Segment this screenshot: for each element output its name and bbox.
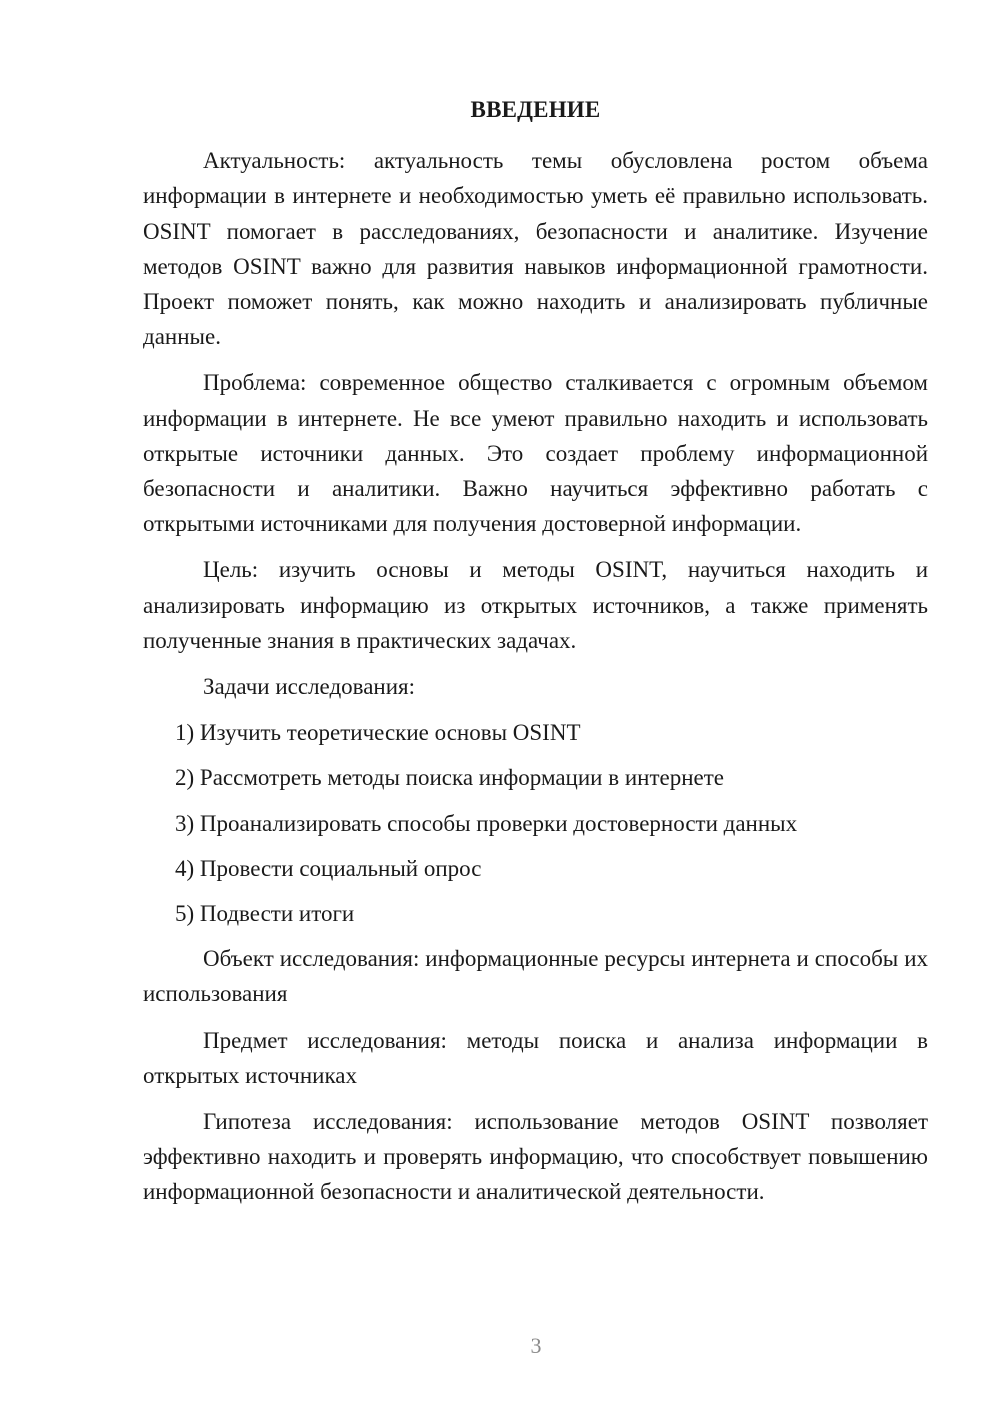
task-item: 1) Изучить теоретические основы OSINT: [175, 720, 581, 746]
paragraph-object: Объект исследования: информационные ресурсы интернета и способы их использования: [143, 946, 928, 1007]
paragraph-goal: Цель: изучить основы и методы OSINT, научиться находить и анализировать информацию из открытых источников, а также применять полученные знания в практических задачах.: [143, 557, 928, 653]
task-item: 5) Подвести итоги: [175, 901, 355, 927]
task-item: 4) Провести социальный опрос: [175, 855, 482, 881]
tasks-list: [143, 715, 928, 931]
page-content: [143, 92, 928, 1221]
paragraph-problem: Проблема: современное общество сталкивается с огромным объемом информации в интернете. Не все умеют правильно находить и использовать открытые источники данных. Это создает проблему информационной безопасности и аналитики. Важно научиться эффективно работать с открытыми источниками для получения достоверной информации.: [143, 370, 928, 537]
task-item: 2) Рассмотреть методы поиска информации в интернете: [175, 765, 724, 791]
paragraph-subject: Предмет исследования: методы поиска и анализа информации в открытых источниках: [143, 1027, 928, 1088]
task-item: 3) Проанализировать способы проверки достоверности данных: [175, 810, 798, 836]
section-heading: ВВЕДЕНИЕ: [470, 97, 601, 122]
paragraph-relevance: Актуальность: актуальность темы обусловлена ростом объема информации в интернете и необходимостью уметь её правильно использовать. OSINT помогает в расследованиях, безопасности и аналитике. Изучение методов OSINT важно для развития навыков информационной грамотности. Проект поможет понять, как можно находить и анализировать публичные данные.: [143, 148, 928, 350]
paragraph-tasks-intro: Задачи исследования:: [203, 674, 416, 700]
page-number: 3: [530, 1333, 542, 1358]
paragraph-hypothesis: Гипотеза исследования: использование методов OSINT позволяет эффективно находить и проверять информацию, что способствует повышению информационной безопасности и аналитической деятельности.: [143, 1109, 928, 1205]
